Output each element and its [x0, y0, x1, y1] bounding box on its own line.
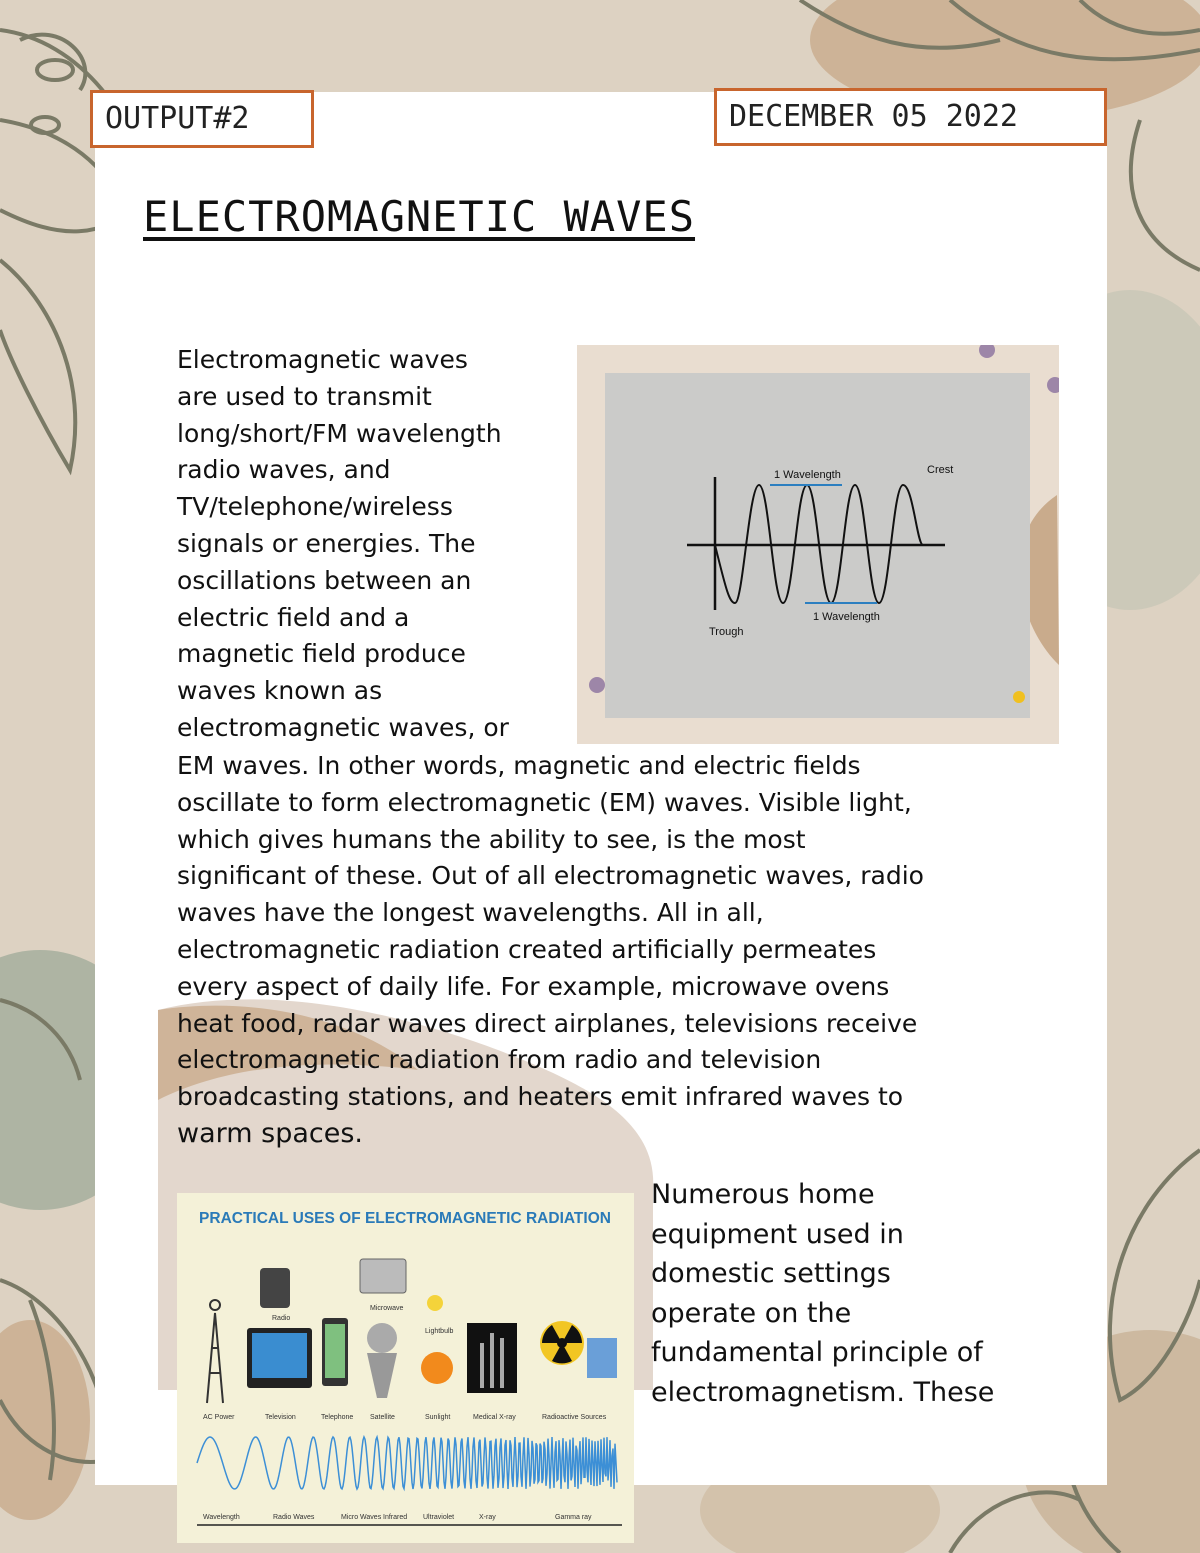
- text-line: electromagnetic radiation from radio and television: [177, 1045, 822, 1075]
- text-line: domestic settings: [651, 1258, 891, 1290]
- text-line: TV/telephone/wireless: [177, 492, 453, 522]
- text-line: are used to transmit: [177, 381, 432, 411]
- text-line: significant of these. Out of all electromagnetic waves, radio: [177, 861, 924, 891]
- text-line: oscillations between an: [177, 565, 472, 595]
- wavelength-bottom-label: 1 Wavelength: [813, 611, 880, 623]
- wavelength-top-label: 1 Wavelength: [774, 469, 841, 481]
- band-label: Micro Waves: [341, 1514, 382, 1521]
- trough-label: Trough: [709, 626, 744, 638]
- lightbulb-icon: [427, 1295, 443, 1311]
- device-label: Television: [265, 1414, 296, 1421]
- text-line: electromagnetic radiation created artificially permeates: [177, 934, 877, 964]
- wave-diagram-image: [577, 345, 1059, 744]
- device-label: Lightbulb: [425, 1328, 454, 1335]
- date-label: DECEMBER 05 2022: [729, 99, 1018, 134]
- band-label: Radio Waves: [273, 1514, 315, 1521]
- sun-icon: [421, 1352, 453, 1384]
- device-label: Microwave: [370, 1305, 404, 1312]
- text-line: equipment used in: [651, 1218, 904, 1250]
- page-title: ELECTROMAGNETIC WAVES: [143, 192, 696, 241]
- device-label: Sunlight: [425, 1414, 451, 1421]
- date-box: [714, 88, 1107, 146]
- paragraph-body: [177, 748, 1077, 1153]
- output-label: OUTPUT#2: [105, 101, 250, 136]
- lab-flask-icon: [587, 1338, 617, 1378]
- output-label-box: [90, 90, 314, 148]
- text-line: fundamental principle of: [651, 1337, 983, 1369]
- text-line: broadcasting stations, and heaters emit infrared waves to: [177, 1082, 904, 1112]
- text-line: operate on the: [651, 1297, 852, 1329]
- band-label: Gamma ray: [555, 1514, 592, 1521]
- text-line: Numerous home: [651, 1179, 875, 1210]
- text-line: oscillate to form electromagnetic (EM) waves. Visible light,: [177, 787, 912, 817]
- radio-icon: [260, 1268, 290, 1308]
- paragraph-home-equipment: [651, 1175, 1071, 1413]
- device-label: AC Power: [203, 1414, 235, 1421]
- text-line: electromagnetic waves, or: [177, 712, 509, 742]
- practical-uses-image: [177, 1193, 634, 1543]
- device-label: Telephone: [321, 1414, 354, 1421]
- device-label: Radioactive Sources: [542, 1414, 607, 1421]
- band-label: Ultraviolet: [423, 1514, 455, 1521]
- uses-title: PRACTICAL USES OF ELECTROMAGNETIC RADIATION: [199, 1210, 611, 1227]
- device-label: Radio: [272, 1315, 291, 1322]
- band-label: Wavelength: [203, 1514, 240, 1521]
- text-line: radio waves, and: [177, 455, 391, 485]
- text-line: magnetic field produce: [177, 639, 466, 669]
- text-line: which gives humans the ability to see, is the most: [177, 824, 806, 854]
- text-line: signals or energies. The: [177, 528, 476, 558]
- text-line: electric field and a: [177, 602, 410, 632]
- text-line: every aspect of daily life. For example, microwave ovens: [177, 971, 890, 1001]
- device-label: Medical X-ray: [473, 1414, 516, 1421]
- paragraph-intro: [177, 342, 577, 747]
- band-label: Infrared: [383, 1514, 408, 1521]
- text-line: waves have the longest wavelengths. All in all,: [177, 898, 764, 928]
- text-line: warm spaces.: [177, 1117, 363, 1149]
- text-line: long/short/FM wavelength: [177, 418, 502, 448]
- text-line: Electromagnetic waves: [177, 345, 468, 374]
- band-label: X-ray: [479, 1514, 496, 1521]
- text-line: waves known as: [177, 676, 383, 706]
- device-label: Satellite: [370, 1414, 395, 1421]
- text-line: electromagnetism. These: [651, 1376, 995, 1408]
- text-line: heat food, radar waves direct airplanes, televisions receive: [177, 1008, 918, 1038]
- text-line: EM waves. In other words, magnetic and electric fields: [177, 751, 861, 780]
- microwave-icon: [360, 1259, 406, 1293]
- crest-label: Crest: [927, 464, 954, 476]
